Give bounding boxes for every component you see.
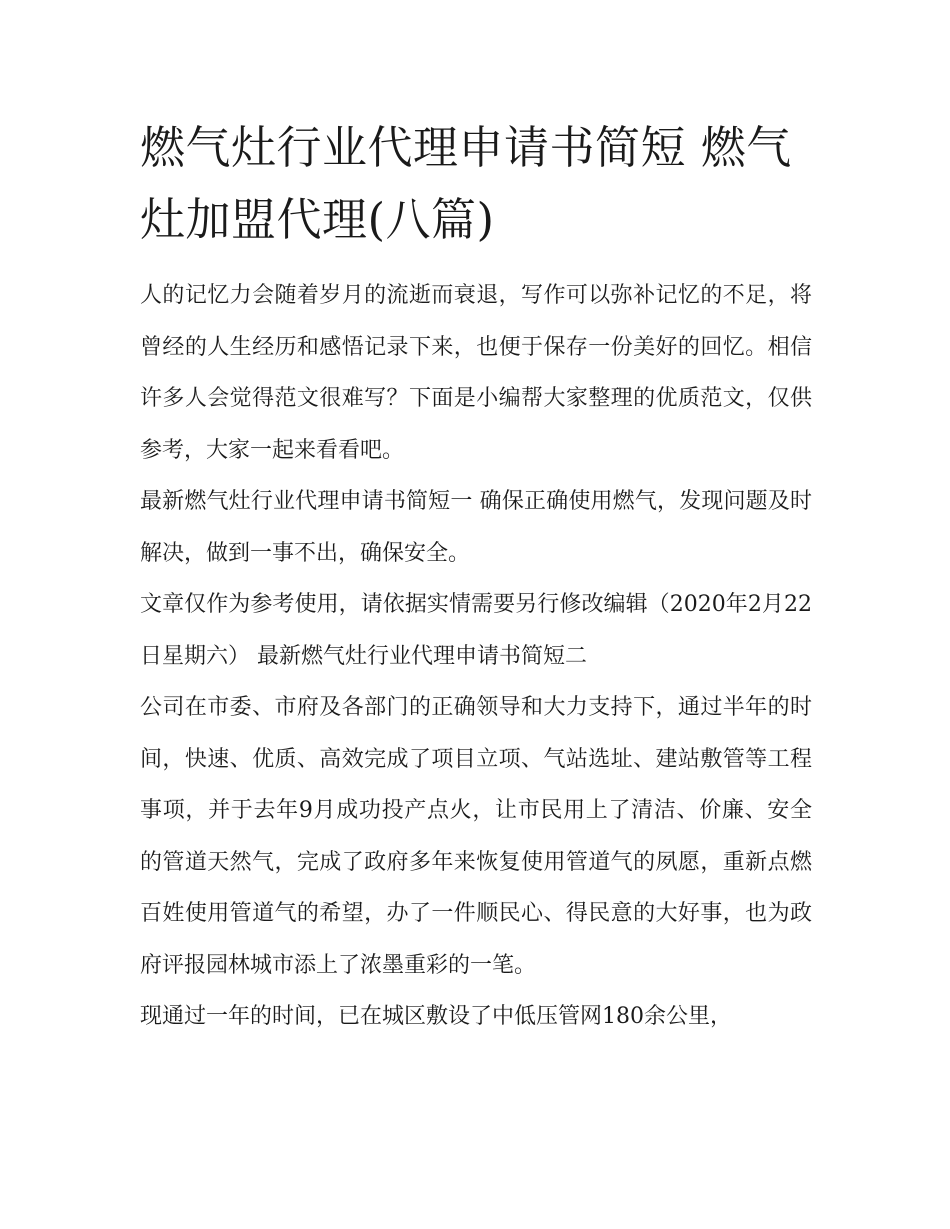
- paragraph-note-section-two: 文章仅作为参考使用，请依据实情需要另行修改编辑（2020年2月22日星期六） 最新燃气灶行业代理申请书简短二: [140, 592, 812, 669]
- document-page: [140, 112, 812, 1043]
- document-title: 燃气灶行业代理申请书简短 燃气灶加盟代理(八篇): [140, 121, 792, 246]
- paragraph-intro: 人的记忆力会随着岁月的流逝而衰退，写作可以弥补记忆的不足，将曾经的人生经历和感悟记录下来，也便于保存一份美好的回忆。相信许多人会觉得范文很难写？下面是小编帮大家整理的优质范文，仅供参考，大家一起来看看吧。: [140, 283, 812, 463]
- paragraph-section-one: 最新燃气灶行业代理申请书简短一 确保正确使用燃气，发现问题及时解决，做到一事不出，确保安全。: [140, 489, 812, 566]
- paragraph-company-overview: 公司在市委、市府及各部门的正确领导和大力支持下，通过半年的时间，快速、优质、高效完成了项目立项、气站选址、建站敷管等工程事项，并于去年9月成功投产点火，让市民用上了清洁、价廉、安全的管道天然气，完成了政府多年来恢复使用管道气的夙愿，重新点燃百姓使用管道气的希望，办了一件顺民心、得民意的大好事，也为政府评报园林城市添上了浓墨重彩的一笔。: [140, 695, 812, 978]
- paragraph-pipeline-progress: 现通过一年的时间，已在城区敷设了中低压管网180余公里，: [140, 1004, 732, 1029]
